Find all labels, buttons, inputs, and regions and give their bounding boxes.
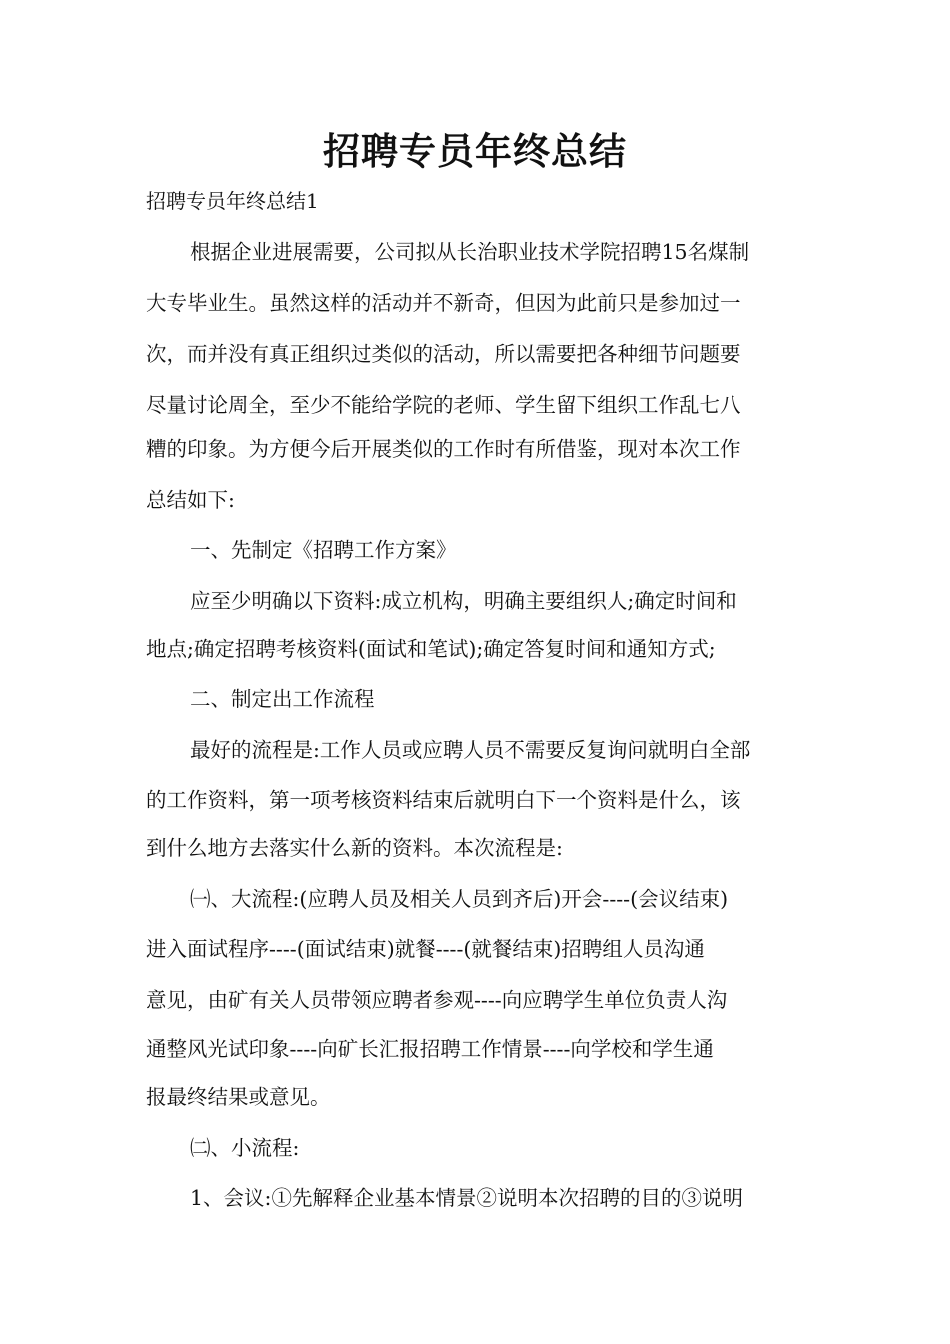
paragraph-line: ㈠、大流程:(应聘人员及相关人员到齐后)开会----(会议结束) xyxy=(190,887,729,911)
paragraph-line: 到什么地方去落实什么新的资料。本次流程是: xyxy=(146,836,563,860)
paragraph-line: 大专毕业生。虽然这样的活动并不新奇，但因为此前只是参加过一 xyxy=(146,291,741,315)
paragraph-line: 地点;确定招聘考核资料(面试和笔试);确定答复时间和通知方式; xyxy=(146,637,716,661)
paragraph-line: 最好的流程是:工作人员或应聘人员不需要反复询问就明白全部 xyxy=(190,738,751,762)
paragraph-line: 总结如下: xyxy=(146,488,235,512)
paragraph-line: 的工作资料，第一项考核资料结束后就明白下一个资料是什么，该 xyxy=(146,788,741,812)
paragraph-line: 通整风光试印象----向矿长汇报招聘工作情景----向学校和学生通 xyxy=(146,1037,714,1061)
section-heading: ㈡、小流程: xyxy=(190,1136,300,1160)
paragraph-line: 进入面试程序----(面试结束)就餐----(就餐结束)招聘组人员沟通 xyxy=(146,937,705,961)
paragraph-line: 1、会议:①先解释企业基本情景②说明本次招聘的目的③说明 xyxy=(190,1186,743,1210)
document-subtitle: 招聘专员年终总结1 xyxy=(146,189,319,213)
paragraph-line: 糟的印象。为方便今后开展类似的工作时有所借鉴，现对本次工作 xyxy=(146,437,741,461)
paragraph-line: 报最终结果或意见。 xyxy=(146,1085,331,1109)
section-heading: 二、制定出工作流程 xyxy=(190,687,375,711)
section-heading: 一、先制定《招聘工作方案》 xyxy=(190,538,457,562)
paragraph-line: 意见，由矿有关人员带领应聘者参观----向应聘学生单位负责人沟 xyxy=(146,988,728,1012)
paragraph-line: 尽量讨论周全，至少不能给学院的老师、学生留下组织工作乱七八 xyxy=(146,393,741,417)
paragraph-line: 应至少明确以下资料:成立机构，明确主要组织人;确定时间和 xyxy=(190,589,737,613)
document-title: 招聘专员年终总结 xyxy=(323,130,627,173)
paragraph-line: 根据企业进展需要，公司拟从长治职业技术学院招聘15名煤制 xyxy=(190,240,750,264)
paragraph-line: 次，而并没有真正组织过类似的活动，所以需要把各种细节问题要 xyxy=(146,342,741,366)
